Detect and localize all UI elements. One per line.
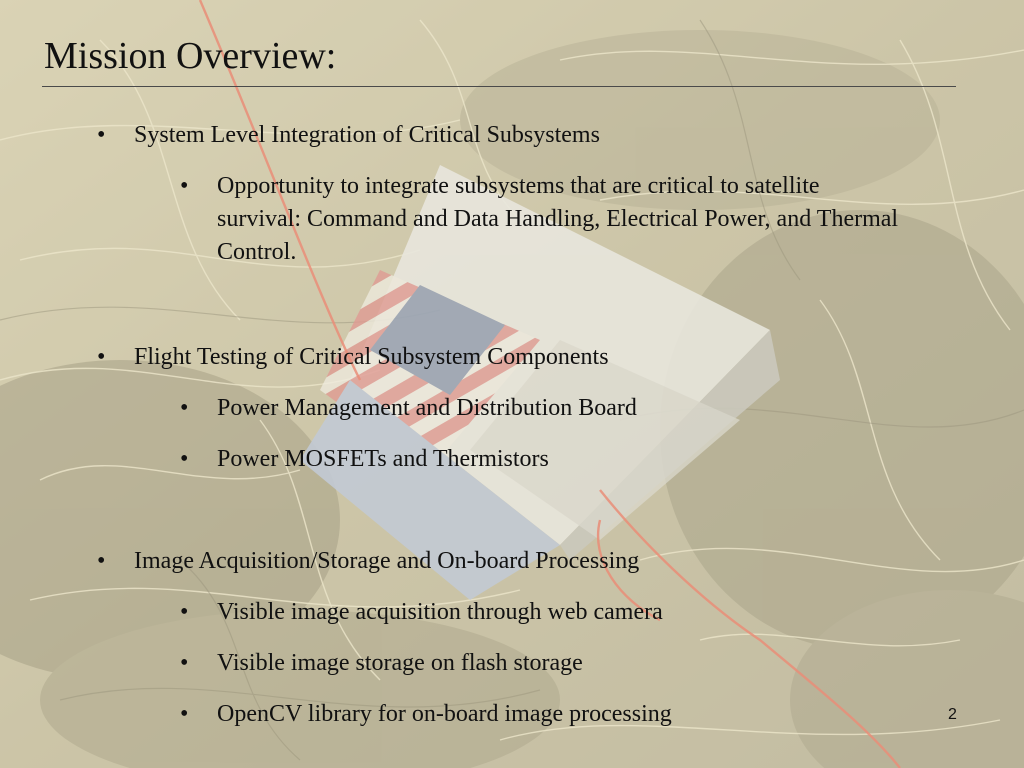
section-heading-flight-testing [97,341,934,374]
sub-bullet-integration-detail [180,170,907,269]
sub-bullet-web-camera [180,596,907,629]
title-divider [42,86,956,87]
section-heading-text: Image Acquisition/Storage and On-board Processing [134,548,640,574]
bullet-icon: • [180,650,189,676]
page-number: 2 [948,706,957,723]
bullet-icon: • [180,701,189,727]
section-heading-integration [97,119,934,152]
sub-bullet-text: Visible image storage on flash storage [217,650,583,676]
bullet-icon: • [180,173,189,199]
bullet-icon: • [97,344,106,370]
sub-bullet-opencv [180,698,907,731]
bullet-icon: • [180,395,189,421]
sub-bullet-text: Power Management and Distribution Board [217,395,637,421]
sub-bullet-text: Power MOSFETs and Thermistors [217,446,549,472]
sub-bullet-flash-storage [180,647,907,680]
bullet-icon: • [180,599,189,625]
sub-bullet-text: Visible image acquisition through web camera [217,599,663,625]
section-heading-image-acquisition [97,545,934,578]
section-heading-text: Flight Testing of Critical Subsystem Components [134,344,609,370]
sub-bullet-text: OpenCV library for on-board image processing [217,701,672,727]
sub-bullet-mosfets [180,443,907,476]
bullet-icon: • [180,446,189,472]
bullet-icon: • [97,548,106,574]
sub-bullet-text: Opportunity to integrate subsystems that are critical to satellite survival: Command and Data Handling, Electrical Power, and Thermal Control. [217,173,899,265]
bullet-icon: • [97,122,106,148]
section-heading-text: System Level Integration of Critical Subsystems [134,122,600,148]
sub-bullet-pmad-board [180,392,907,425]
slide-title: Mission Overview: [44,35,337,77]
